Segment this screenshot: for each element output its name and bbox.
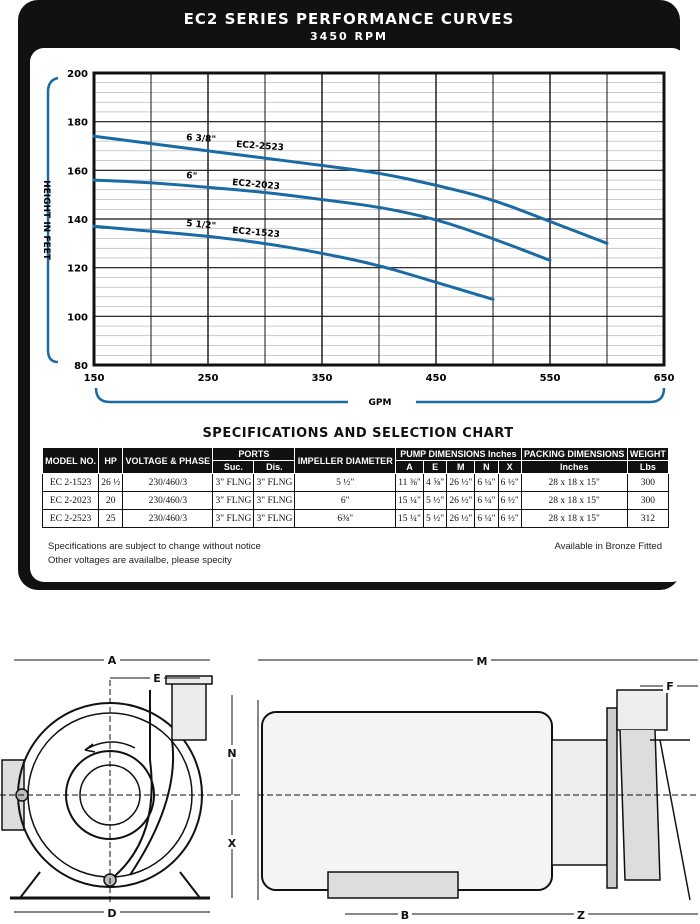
y-tick-label: 180 [67,117,88,129]
note-bronze: Available in Bronze Fitted [554,541,662,552]
cell-e: 5 ½" [424,492,447,510]
x-axis-label: GPM [368,398,392,408]
y-axis-label: HEIGHT IN FEET [41,180,51,260]
y-tick-label: 200 [67,69,88,80]
dim-label-m: M [476,655,488,668]
note-voltages: Other voltages are availalbe, please specity [48,555,232,566]
cell-e: 5 ½" [424,510,447,528]
header-weight: WEIGHT [627,448,668,461]
dim-label-z: Z [577,909,585,922]
cell-hp: 26 ½ [99,474,123,492]
series-impeller-label: 5 1/2" [185,219,217,232]
x-tick-label: 150 [83,373,105,384]
cell-m: 26 ½" [447,474,475,492]
pump-dimension-drawing [0,640,700,924]
x-tick-label: 550 [539,373,561,384]
dim-label-f: F [666,680,674,693]
performance-chart [0,0,700,420]
x-axis-ticks [84,373,675,384]
cell-hp: 25 [99,510,123,528]
cell-model: EC 2-1523 [43,474,99,492]
pump-front-view [2,676,212,898]
y-tick-label: 80 [74,361,88,372]
header-model: MODEL NO. [43,448,99,474]
header-suc: Suc. [213,461,254,474]
chart-series [94,133,607,299]
cell-x: 6 ½" [498,510,521,528]
cell-hp: 20 [99,492,123,510]
series-model-label: EC2-1523 [231,226,281,241]
header-impeller: IMPELLER DIAMETER [295,448,396,474]
page-subtitle: 3450 RPM [310,30,388,43]
dim-label-b: B [400,909,410,922]
cell-a: 11 ⅜" [395,474,423,492]
y-tick-label: 140 [67,215,88,226]
series-impeller-label: 6 3/8" [185,133,217,146]
x-tick-label: 650 [653,373,675,384]
series-model-label: EC2-2023 [231,178,281,193]
note-specs: Specifications are subject to change without notice [48,541,261,552]
header-m: M [447,461,475,474]
header-x: X [498,461,521,474]
dim-label-d: D [107,907,117,920]
dim-label-n: N [227,747,237,760]
axis-brackets [48,78,664,402]
y-tick-label: 160 [67,166,88,178]
cell-suc: 3" FLNG [213,492,254,510]
x-tick-label: 450 [425,373,447,384]
cell-model: EC 2-2023 [43,492,99,510]
table-row [43,492,669,510]
cell-n: 6 ¼" [475,474,498,492]
cell-n: 6 ¼" [475,510,498,528]
header-ports: PORTS [213,448,295,461]
cell-a: 15 ¼" [395,510,423,528]
cell-n: 6 ¼" [475,492,498,510]
header-packing-unit: Inches [521,461,627,474]
cell-x: 6 ½" [498,492,521,510]
dim-label-x: X [227,837,237,850]
cell-weight: 312 [627,510,668,528]
spec-chart-title: SPECIFICATIONS AND SELECTION CHART [202,426,514,441]
x-tick-label: 350 [311,373,333,384]
cell-impeller: 6" [295,492,396,510]
dim-label-a: A [107,654,117,667]
cell-packing: 28 x 18 x 15" [521,492,627,510]
dim-label-e: E [153,672,161,685]
chart-grid [94,73,664,365]
header-voltage: VOLTAGE & PHASE [123,448,213,474]
cell-packing: 28 x 18 x 15" [521,474,627,492]
cell-e: 4 ⅝" [424,474,447,492]
header-packing: PACKING DIMENSIONS [521,448,627,461]
header-e: E [424,461,447,474]
header-n: N [475,461,498,474]
cell-dis: 3" FLNG [254,492,295,510]
page-title: EC2 SERIES PERFORMANCE CURVES [183,10,515,28]
table-row [43,474,669,492]
cell-m: 26 ½" [447,492,475,510]
cell-impeller: 5 ½" [295,474,396,492]
cell-suc: 3" FLNG [213,474,254,492]
cell-m: 26 ½" [447,510,475,528]
cell-x: 6 ½" [498,474,521,492]
spec-table [42,447,669,528]
x-tick-label: 250 [197,373,219,384]
cell-model: EC 2-2523 [43,510,99,528]
cell-voltage: 230/460/3 [123,492,213,510]
series-line-ec2-1523 [94,226,493,299]
cell-voltage: 230/460/3 [123,510,213,528]
cell-impeller: 6⅜" [295,510,396,528]
y-tick-label: 100 [67,312,88,324]
header-a: A [395,461,423,474]
cell-suc: 3" FLNG [213,510,254,528]
cell-voltage: 230/460/3 [123,474,213,492]
cell-dis: 3" FLNG [254,510,295,528]
header-dis: Dis. [254,461,295,474]
cell-dis: 3" FLNG [254,474,295,492]
y-tick-label: 120 [67,263,88,275]
y-axis-ticks [67,69,88,372]
header-pump-dimensions: PUMP DIMENSIONS Inches [395,448,521,461]
cell-a: 15 ¼" [395,492,423,510]
series-model-label: EC2-2523 [235,140,285,154]
cell-packing: 28 x 18 x 15" [521,510,627,528]
table-row [43,510,669,528]
cell-weight: 300 [627,492,668,510]
header-hp: HP [99,448,123,474]
series-impeller-label: 6" [185,171,198,182]
cell-weight: 300 [627,474,668,492]
header-weight-unit: Lbs [627,461,668,474]
